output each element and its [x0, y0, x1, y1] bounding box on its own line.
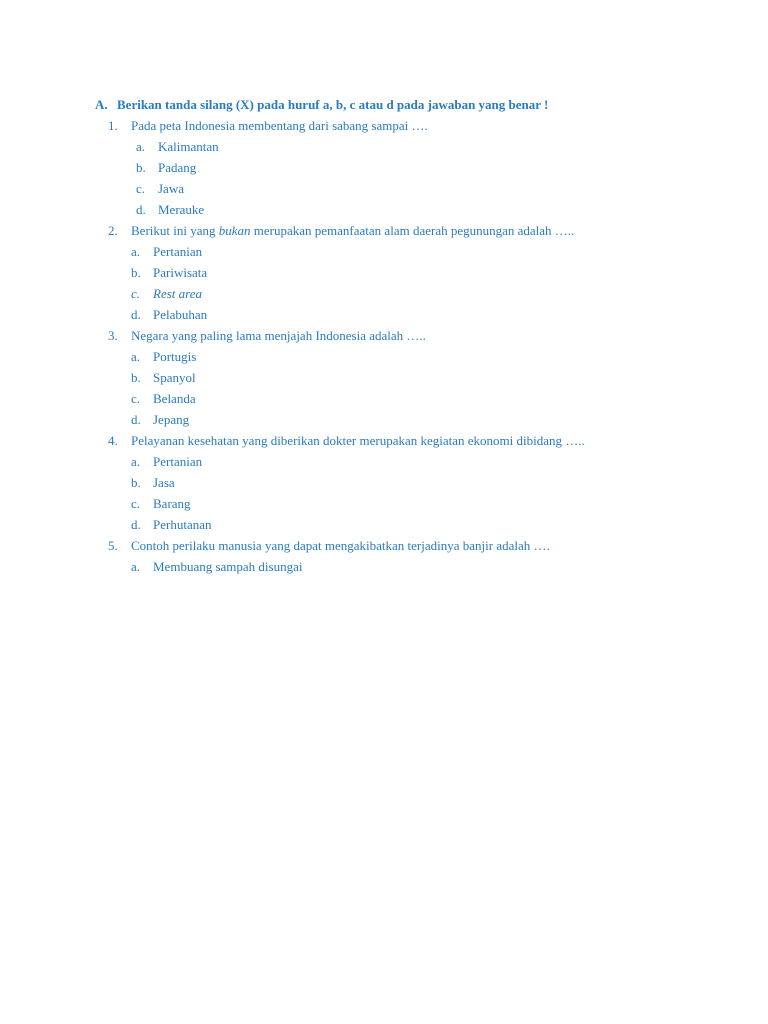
- option-letter: d.: [131, 307, 141, 322]
- option-item: [0, 180, 768, 201]
- option-letter: a.: [131, 559, 141, 574]
- option-letter: b.: [131, 370, 141, 385]
- option-letter: b.: [136, 160, 146, 175]
- option-text: Jawa: [158, 181, 184, 196]
- option-item: [0, 138, 768, 159]
- question-4: [0, 432, 768, 537]
- option-item: [0, 243, 768, 264]
- option-item: [0, 369, 768, 390]
- question-number: 2.: [108, 223, 118, 238]
- question-text: Contoh perilaku manusia yang dapat mengakibatkan terjadinya banjir adalah ….: [131, 538, 550, 553]
- section-marker: A.: [95, 97, 108, 112]
- option-item: [0, 201, 768, 222]
- option-letter: d.: [131, 412, 141, 427]
- option-text: Rest area: [153, 286, 202, 301]
- question-number: 4.: [108, 433, 118, 448]
- question-text: [131, 222, 574, 240]
- option-item: [0, 390, 768, 411]
- question-5: [0, 537, 768, 579]
- question-text: Pelayanan kesehatan yang diberikan dokter merupakan kegiatan ekonomi dibidang …..: [131, 433, 585, 448]
- option-letter: b.: [131, 265, 141, 280]
- option-item: [0, 516, 768, 537]
- question-line: [0, 537, 768, 558]
- option-letter: a.: [131, 454, 141, 469]
- question-line: [0, 117, 768, 138]
- option-text: Jasa: [153, 475, 175, 490]
- question-line: [0, 222, 768, 243]
- question-number: 1.: [108, 118, 118, 133]
- question-number: 3.: [108, 328, 118, 343]
- section-heading: [95, 96, 548, 114]
- option-letter: a.: [131, 349, 141, 364]
- question-line: [0, 327, 768, 348]
- option-item: [0, 474, 768, 495]
- option-text: Padang: [158, 160, 197, 175]
- option-letter: d.: [136, 202, 146, 217]
- option-item: [0, 495, 768, 516]
- question-text-after: merupakan pemanfaatan alam daerah pegunungan adalah …..: [250, 223, 575, 238]
- option-text: Pertanian: [153, 244, 203, 259]
- question-text: Negara yang paling lama menjajah Indonesia adalah …..: [131, 328, 426, 343]
- option-item: [0, 264, 768, 285]
- option-text: Spanyol: [153, 370, 196, 385]
- option-text: Barang: [153, 496, 191, 511]
- option-letter: c.: [131, 496, 141, 511]
- option-text: Pariwisata: [153, 265, 208, 280]
- option-letter: b.: [131, 475, 141, 490]
- option-item: [0, 348, 768, 369]
- option-text: Jepang: [153, 412, 190, 427]
- question-text-before: Berikut ini yang: [131, 223, 219, 238]
- question-3: [0, 327, 768, 432]
- option-letter: a.: [131, 244, 141, 259]
- option-letter: a.: [136, 139, 146, 154]
- option-letter: c.: [136, 181, 146, 196]
- option-text: Kalimantan: [158, 139, 219, 154]
- question-list: [0, 117, 768, 579]
- option-item: [0, 558, 768, 579]
- option-item: [0, 285, 768, 306]
- option-item: [0, 306, 768, 327]
- question-text-emphasis: bukan: [218, 223, 251, 238]
- question-2: [0, 222, 768, 327]
- option-letter: d.: [131, 517, 141, 532]
- option-text: Pelabuhan: [153, 307, 208, 322]
- section-instruction: Berikan tanda silang (X) pada huruf a, b, c atau d pada jawaban yang benar !: [117, 97, 549, 112]
- question-line: [0, 432, 768, 453]
- option-text: Portugis: [153, 349, 197, 364]
- option-text: Membuang sampah disungai: [153, 559, 303, 574]
- option-text: Belanda: [153, 391, 196, 406]
- question-1: [0, 117, 768, 222]
- option-text: Merauke: [158, 202, 205, 217]
- option-letter: c.: [131, 391, 141, 406]
- option-text: Pertanian: [153, 454, 203, 469]
- option-item: [0, 411, 768, 432]
- option-text: Perhutanan: [153, 517, 212, 532]
- question-number: 5.: [108, 538, 118, 553]
- option-letter: c.: [131, 286, 141, 301]
- option-item: [0, 453, 768, 474]
- option-item: [0, 159, 768, 180]
- question-text: Pada peta Indonesia membentang dari sabang sampai ….: [131, 118, 428, 133]
